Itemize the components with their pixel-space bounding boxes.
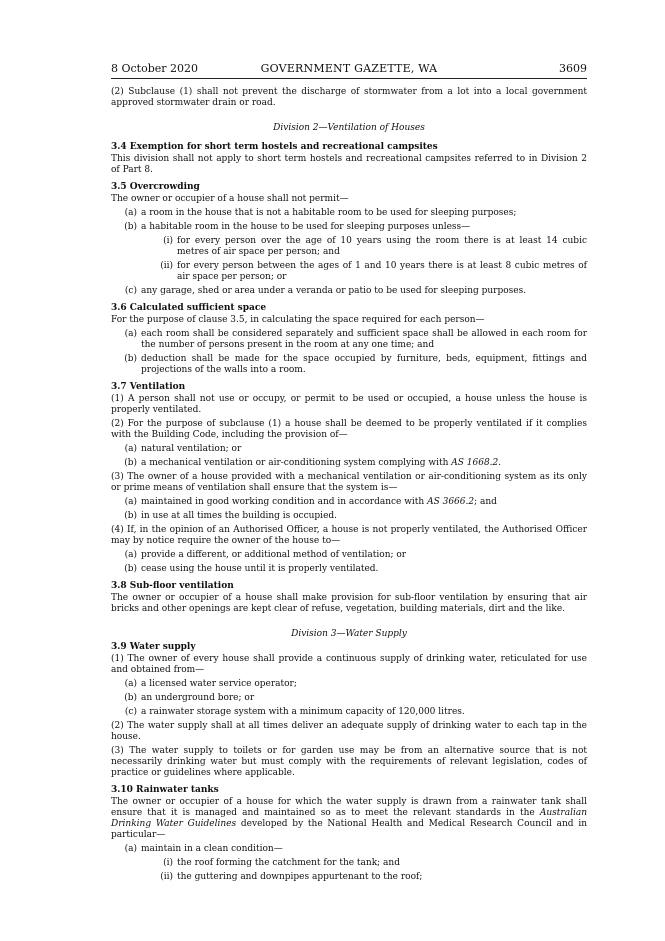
item-text: for every person between the ages of 1 and 10 years there is at least 8 cubic metres of air space per person; or: [177, 261, 587, 282]
item-text: any garage, shed or area under a veranda or patio to be used for sleeping purposes.: [141, 286, 527, 296]
item-text: a mechanical ventilation or air-conditioning system complying with: [141, 458, 452, 468]
list-item: [111, 208, 587, 219]
section-3-8-heading: 3.8 Sub-floor ventilation: [111, 581, 234, 591]
item-label: (a): [124, 844, 137, 854]
item-text: a licensed water service operator;: [141, 679, 297, 689]
list-item: [111, 458, 587, 469]
item-label: (b): [124, 458, 137, 468]
item-label: (b): [124, 354, 137, 364]
item-label: (a): [124, 208, 137, 218]
section-3-7-para-4: (4) If, in the opinion of an Authorised Officer, a house is not properly ventilated, the Authorised Officer may by notice require the owner of the house to—: [111, 525, 587, 546]
intro-paragraph: (2) Subclause (1) shall not prevent the discharge of stormwater from a lot into a local government approved stormwater drain or road.: [111, 87, 587, 108]
item-label: (c): [124, 286, 137, 296]
item-label: (ii): [160, 261, 173, 271]
item-label: (a): [124, 550, 137, 560]
item-text: a rainwater storage system with a minimum capacity of 120,000 litres.: [141, 707, 465, 717]
header-page-number: 3609: [559, 62, 587, 75]
item-text: natural ventilation; or: [141, 444, 242, 454]
item-text-end: .: [498, 458, 502, 468]
item-text: deduction shall be made for the space occupied by furniture, beds, equipment, fittings and projections of the walls into a room.: [141, 354, 587, 375]
item-label: (c): [124, 707, 137, 717]
list-item: [111, 844, 587, 855]
division-3-heading: Division 3—Water Supply: [291, 629, 407, 639]
section-3-10-text-start: The owner or occupier of a house for which the water supply is drawn from a rainwater tank shall ensure that it is managed and maintained so as to meet the relevant standards in the: [111, 797, 587, 818]
list-item: [111, 550, 587, 561]
item-text: maintained in good working condition and in accordance with: [141, 497, 428, 507]
list-item: [111, 564, 587, 575]
list-item: [111, 329, 587, 351]
section-3-9-para-3: (3) The water supply to toilets or for garden use may be from an alternative source that is not necessarily drinking water but must comply with the requirements of relevant legislation, codes of practice or guidelines where applicable.: [111, 746, 587, 778]
item-text: an underground bore; or: [141, 693, 255, 703]
section-3-7-heading: 3.7 Ventilation: [111, 382, 186, 392]
item-label: (b): [124, 564, 137, 574]
section-3-9-heading: 3.9 Water supply: [111, 642, 196, 652]
page-body: [111, 87, 587, 883]
item-text: each room shall be considered separately and sufficient space shall be allowed in each room for the number of persons present in the room at any one time; and: [141, 329, 587, 350]
item-label: (ii): [160, 872, 173, 882]
standard-reference: AS 3666.2: [427, 497, 475, 507]
list-item: [111, 354, 587, 376]
header-date: 8 October 2020: [111, 62, 199, 75]
item-text: maintain in a clean condition—: [141, 844, 283, 854]
list-subitem: [111, 261, 587, 283]
item-label: (b): [124, 511, 137, 521]
running-header: [111, 62, 587, 79]
list-subitem: [111, 858, 587, 869]
item-label: (b): [124, 693, 137, 703]
section-3-10-text: [111, 797, 587, 841]
list-subitem: [111, 872, 587, 883]
guidelines-title: Australian Drinking Water Guidelines: [111, 808, 587, 829]
list-item: [111, 707, 587, 718]
section-3-7-para-1: (1) A person shall not use or occupy, or permit to be used or occupied, a house unless the house is properly ventilated.: [111, 394, 587, 415]
item-label: (a): [124, 329, 137, 339]
list-subitem: [111, 236, 587, 258]
item-label: (a): [124, 444, 137, 454]
item-text: for every person over the age of 10 years using the room there is at least 14 cubic metres of air space per person; and: [177, 236, 587, 257]
division-2-heading: Division 2—Ventilation of Houses: [273, 123, 425, 133]
section-3-10-text-end: developed by the National Health and Medical Research Council and in particular—: [111, 819, 587, 840]
section-3-9-para-2: (2) The water supply shall at all times deliver an adequate supply of drinking water to each tap in the house.: [111, 721, 587, 742]
list-item: [111, 497, 587, 508]
item-text: in use at all times the building is occupied.: [141, 511, 338, 521]
item-label: (a): [124, 497, 137, 507]
list-item: [111, 679, 587, 690]
section-3-7-para-2: (2) For the purpose of subclause (1) a house shall be deemed to be properly ventilated if it complies with the Building Code, including the provision of—: [111, 419, 587, 440]
item-label: (a): [124, 679, 137, 689]
item-text: provide a different, or additional method of ventilation; or: [141, 550, 407, 560]
item-text: a room in the house that is not a habitable room to be used for sleeping purposes;: [141, 208, 517, 218]
item-text: cease using the house until it is properly ventilated.: [141, 564, 379, 574]
item-text: a habitable room in the house to be used for sleeping purposes unless—: [141, 222, 471, 232]
section-3-8-text: The owner or occupier of a house shall make provision for sub-floor ventilation by ensuring that air bricks and other openings are kept clear of refuse, vegetation, building materials, dirt and the like.: [111, 593, 587, 614]
section-3-7-para-3: (3) The owner of a house provided with a mechanical ventilation or air-conditioning system as its only or prime means of ventilation shall ensure that the system is—: [111, 472, 587, 493]
section-3-6-heading: 3.6 Calculated sufficient space: [111, 303, 267, 313]
item-label: (i): [163, 858, 173, 868]
item-label: (i): [163, 236, 173, 246]
list-item: [111, 222, 587, 233]
header-title: GOVERNMENT GAZETTE, WA: [260, 62, 438, 75]
list-item: [111, 511, 587, 522]
section-3-9-para-1: (1) The owner of every house shall provide a continuous supply of drinking water, reticulated for use and obtained from—: [111, 654, 587, 675]
item-label: (b): [124, 222, 137, 232]
section-3-6-text: For the purpose of clause 3.5, in calculating the space required for each person—: [111, 315, 485, 325]
section-3-4-heading: 3.4 Exemption for short term hostels and recreational campsites: [111, 142, 438, 152]
section-3-10-heading: 3.10 Rainwater tanks: [111, 785, 219, 795]
section-3-5-heading: 3.5 Overcrowding: [111, 182, 200, 192]
section-3-4-text: This division shall not apply to short term hostels and recreational campsites referred to in Division 2 of Part 8.: [111, 154, 587, 175]
item-text: the guttering and downpipes appurtenant to the roof;: [177, 872, 423, 882]
standard-reference: AS 1668.2: [451, 458, 499, 468]
item-text-end: ; and: [474, 497, 497, 507]
section-3-5-text: The owner or occupier of a house shall not permit—: [111, 194, 349, 204]
item-text: the roof forming the catchment for the tank; and: [177, 858, 400, 868]
list-item: [111, 444, 587, 455]
list-item: [111, 286, 587, 297]
list-item: [111, 693, 587, 704]
